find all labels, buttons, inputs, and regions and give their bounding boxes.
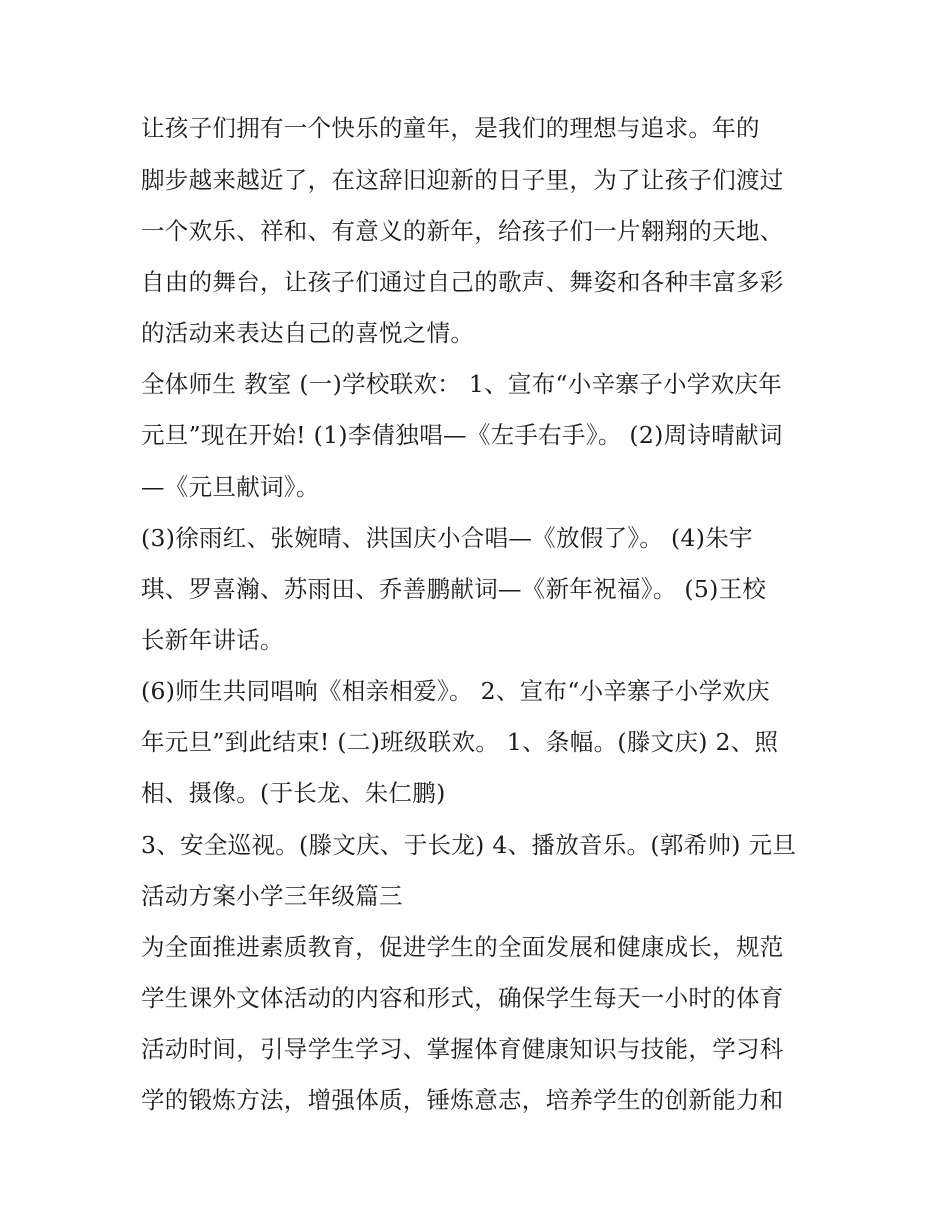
- text-line: 学生课外文体活动的内容和形式，确保学生每天一小时的体育: [141, 984, 784, 1012]
- text-line: 长新年讲话。: [141, 626, 284, 654]
- text-line: 相、摄像。(于长龙、朱仁鹏): [141, 779, 446, 807]
- text-line: 活动时间，引导学生学习、掌握体育健康知识与技能，学习科: [141, 1035, 784, 1063]
- text-line: 年元旦”到此结束! (二)班级联欢。 1、条幅。(滕文庆) 2、照: [141, 728, 779, 756]
- text-line: 3、安全巡视。(滕文庆、于长龙) 4、播放音乐。(郭希帅) 元旦: [141, 831, 797, 859]
- text-line: (3)徐雨红、张婉晴、洪国庆小合唱—《放假了》。 (4)朱宇: [141, 524, 753, 552]
- text-line: 学的锻炼方法，增强体质，锤炼意志，培养学生的创新能力和: [141, 1086, 784, 1114]
- text-line: 脚步越来越近了，在这辞旧迎新的日子里，为了让孩子们渡过: [141, 166, 784, 194]
- text-line: 活动方案小学三年级篇三: [141, 882, 403, 910]
- text-line: (6)师生共同唱响《相亲相爱》。 2、宣布“小辛寨子小学欢庆: [141, 677, 770, 705]
- text-line: 元旦”现在开始! (1)李倩独唱—《左手右手》。 (2)周诗晴献词: [141, 421, 783, 449]
- text-line: 让孩子们拥有一个快乐的童年，是我们的理想与追求。年的: [141, 114, 760, 142]
- text-line: 的活动来表达自己的喜悦之情。: [141, 319, 475, 347]
- text-line: 为全面推进素质教育，促进学生的全面发展和健康成长，规范: [141, 933, 784, 961]
- text-line: 自由的舞台，让孩子们通过自己的歌声、舞姿和各种丰富多彩: [141, 268, 784, 296]
- text-line: 一个欢乐、祥和、有意义的新年，给孩子们一片翱翔的天地、: [141, 217, 784, 245]
- text-line: 全体师生 教室 (一)学校联欢： 1、宣布“小辛寨子小学欢庆年: [141, 370, 783, 398]
- text-line: 琪、罗喜瀚、苏雨田、乔善鹏献词—《新年祝福》。 (5)王校: [141, 575, 767, 603]
- text-line: —《元旦献词》。: [141, 473, 320, 501]
